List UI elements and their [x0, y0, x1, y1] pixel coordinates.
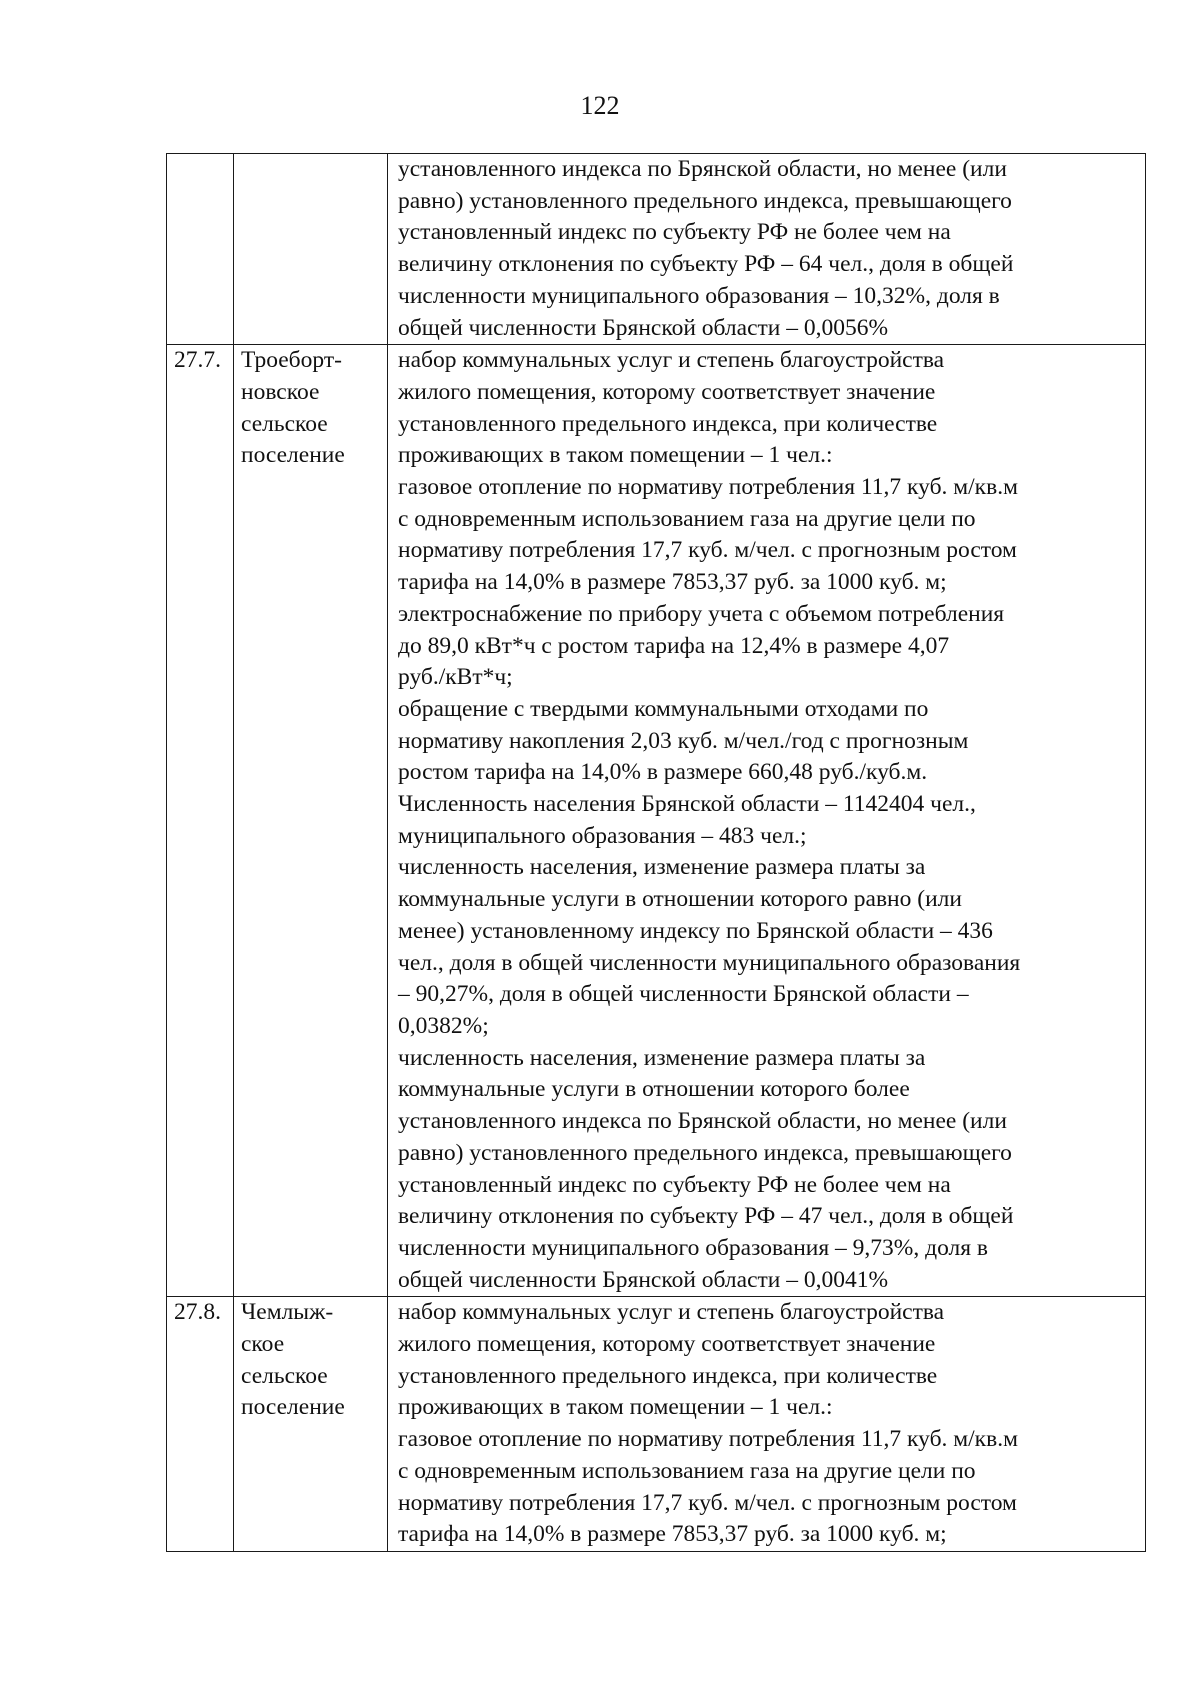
description-line: тарифа на 14,0% в размере 7853,37 руб. за 1000 куб. м; — [398, 1521, 947, 1548]
description-line: электроснабжение по прибору учета с объемом потребления — [398, 600, 1005, 627]
description-line: набор коммунальных услуг и степень благоустройства — [398, 1299, 945, 1326]
description-line: ростом тарифа на 14,0% в размере 660,48 руб./куб.м. — [398, 759, 928, 786]
description-line: муниципального образования – 483 чел.; — [398, 822, 807, 849]
settlement-name-cell — [234, 1297, 388, 1552]
description-line: численности муниципального образования – 9,73%, доля в — [398, 1234, 989, 1261]
settlement-name-line: поселение — [241, 442, 345, 469]
description-line: обращение с твердыми коммунальными отходами по — [398, 695, 929, 722]
description-line: набор коммунальных услуг и степень благоустройства — [398, 347, 945, 374]
description-line: нормативу потребления 17,7 куб. м/чел. с прогнозным ростом — [398, 537, 1017, 564]
row-number-cell — [167, 1297, 234, 1552]
settlement-name-line: Чемлыж- — [241, 1299, 334, 1326]
row-number: 27.8. — [174, 1299, 221, 1326]
description-line: общей численности Брянской области – 0,0056% — [398, 314, 889, 341]
description-line: с одновременным использованием газа на другие цели по — [398, 505, 976, 532]
description-cell — [388, 345, 1146, 1297]
description-cell — [388, 1297, 1146, 1552]
description-line: руб./кВт*ч; — [398, 664, 513, 691]
description-line: численность населения, изменение размера платы за — [398, 854, 926, 881]
description-line: коммунальные услуги в отношении которого более — [398, 1076, 910, 1103]
settlement-name-line: Троеборт- — [241, 347, 342, 374]
description-line: жилого помещения, которому соответствует значение — [398, 1331, 936, 1358]
description-line: установленного индекса по Брянской области, но менее (или — [398, 156, 1007, 182]
description-cell — [388, 154, 1146, 345]
description-line: коммунальные услуги в отношении которого равно (или — [398, 886, 962, 913]
description-line: установленного индекса по Брянской области, но менее (или — [398, 1108, 1007, 1135]
description-line: жилого помещения, которому соответствует значение — [398, 378, 936, 405]
description-line: проживающих в таком помещении – 1 чел.: — [398, 442, 833, 469]
table-body — [167, 154, 1146, 1552]
description-line: – 90,27%, доля в общей численности Брянской области – — [398, 981, 969, 1008]
description-line: Численность населения Брянской области – 1142404 чел., — [398, 791, 976, 818]
description-line: 0,0382%; — [398, 1012, 489, 1039]
description-line: величину отклонения по субъекту РФ – 64 чел., доля в общей — [398, 251, 1014, 278]
description-line: установленного предельного индекса, при количестве — [398, 1362, 938, 1389]
description-line: газовое отопление по нормативу потребления 11,7 куб. м/кв.м — [398, 474, 1018, 501]
description-line: нормативу накопления 2,03 куб. м/чел./год с прогнозным — [398, 727, 969, 754]
table-row — [167, 345, 1146, 1297]
settlement-name-cell — [234, 345, 388, 1297]
description-line: равно) установленного предельного индекса, превышающего — [398, 1139, 1012, 1166]
description-line: с одновременным использованием газа на другие цели по — [398, 1457, 976, 1484]
description-line: нормативу потребления 17,7 куб. м/чел. с прогнозным ростом — [398, 1489, 1017, 1516]
page-number: 122 — [580, 91, 620, 120]
description-line: установленный индекс по субъекту РФ не более чем на — [398, 1171, 951, 1198]
description-line: чел., доля в общей численности муниципального образования — [398, 949, 1021, 976]
description-line: проживающих в таком помещении – 1 чел.: — [398, 1394, 833, 1421]
table-row — [167, 1297, 1146, 1552]
description-line: общей численности Брянской области – 0,0041% — [398, 1266, 889, 1293]
description-line: менее) установленному индексу по Брянской области – 436 — [398, 917, 993, 944]
settlement-name-line: сельское — [241, 1362, 328, 1389]
description-line: величину отклонения по субъекту РФ – 47 чел., доля в общей — [398, 1203, 1014, 1230]
settlement-name-line: ское — [241, 1331, 285, 1358]
row-number: 27.7. — [174, 347, 221, 374]
description-line: установленного предельного индекса, при количестве — [398, 410, 938, 437]
settlement-name-line: сельское — [241, 410, 328, 437]
description-line: равно) установленного предельного индекса, превышающего — [398, 187, 1012, 214]
row-number-cell — [167, 154, 234, 345]
description-line: до 89,0 кВт*ч с ростом тарифа на 12,4% в размере 4,07 — [398, 632, 950, 659]
description-line: тарифа на 14,0% в размере 7853,37 руб. за 1000 куб. м; — [398, 569, 947, 596]
tariff-table — [166, 153, 1146, 1552]
description-line: газовое отопление по нормативу потребления 11,7 куб. м/кв.м — [398, 1426, 1018, 1453]
settlement-name-line: поселение — [241, 1394, 345, 1421]
row-number-cell — [167, 345, 234, 1297]
settlement-name-line: новское — [241, 378, 320, 405]
description-line: численности муниципального образования – 10,32%, доля в — [398, 282, 1000, 309]
description-line: численность населения, изменение размера платы за — [398, 1044, 926, 1071]
table-row — [167, 154, 1146, 345]
settlement-name-cell — [234, 154, 388, 345]
description-line: установленный индекс по субъекту РФ не более чем на — [398, 219, 951, 246]
